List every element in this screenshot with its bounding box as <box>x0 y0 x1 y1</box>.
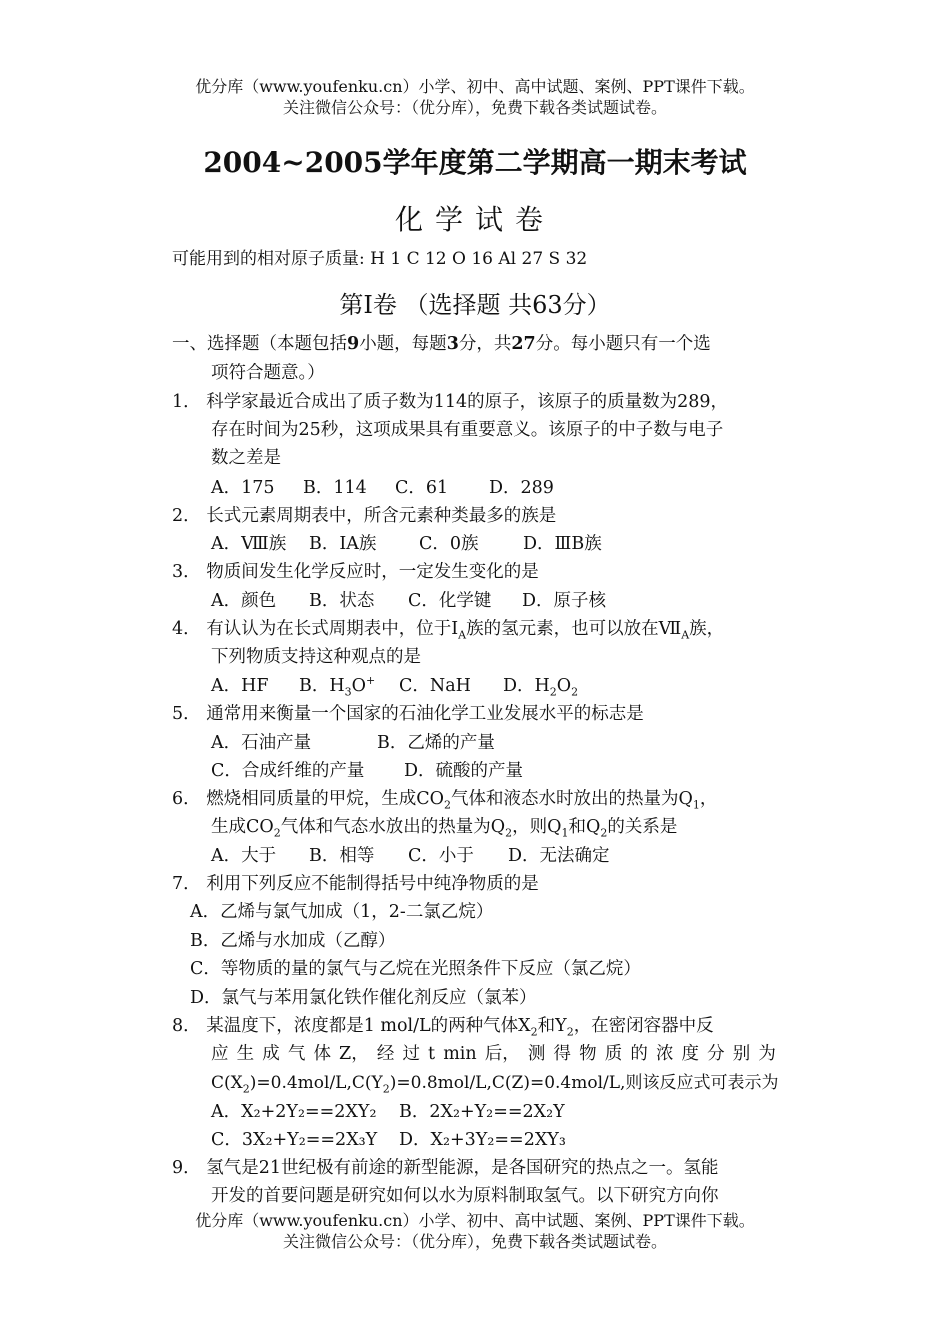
option-a[interactable]: A．颜色 <box>211 591 277 611</box>
question-8-options-row1 <box>211 1100 565 1124</box>
option-b[interactable]: B．114 <box>303 478 367 498</box>
atomic-mass-line: 可能用到的相对原子质量: H 1 C 12 O 16 Al 27 S 32 <box>172 249 588 269</box>
question-9-line2: 开发的首要问题是研究如何以水为原料制取氢气。以下研究方向你 <box>211 1186 719 1206</box>
question-4-options <box>211 674 578 698</box>
option-d[interactable]: D．289 <box>489 478 554 498</box>
option-b[interactable]: B．$H_3O^+$ <box>299 674 376 699</box>
question-5: 5． 通常用来衡量一个国家的石油化学工业发展水平的标志是 <box>172 704 644 724</box>
option-b[interactable]: B．相等 <box>309 846 375 866</box>
header-line-2: 关注微信公众号：（优分库），免费下载各类试题试卷。 <box>282 98 667 117</box>
question-1-line3: 数之差是 <box>211 448 281 468</box>
option-b[interactable]: B．乙烯与水加成（乙醇） <box>190 931 396 951</box>
question-6-options <box>211 844 610 868</box>
part1-title: 第Ⅰ卷 （选择题 共63分） <box>339 291 611 319</box>
section1-intro-line2: 项符合题意。） <box>211 363 325 383</box>
question-9: 9． 氢气是21世纪极有前途的新型能源，是各国研究的热点之一。氢能 <box>172 1158 719 1178</box>
option-d[interactable]: D．X₂+3Y₂==2XY₃ <box>399 1130 566 1150</box>
exam-subtitle: 化学试卷 <box>394 203 555 236</box>
question-8: 8． 某温度下，浓度都是1 mol/L的两种气体$X_2$和$Y_2$，在密闭容器中反 <box>172 1016 714 1039</box>
header-line-1: 优分库（www.youfenku.cn）小学、初中、高中试题、案例、PPT课件下载。 <box>195 77 755 96</box>
option-d[interactable]: D．$H_2O_2$ <box>503 676 579 699</box>
option-d[interactable]: D．氯气与苯用氯化铁作催化剂反应（氯苯） <box>190 988 537 1008</box>
question-8-line2: 应 生 成 气 体 Z， 经 过 t min 后， 测 得 物 质 的 浓 度 分 别 为 <box>211 1044 776 1064</box>
question-3: 3． 物质间发生化学反应时，一定发生变化的是 <box>172 562 539 582</box>
option-c[interactable]: C．小于 <box>408 846 474 866</box>
option-b[interactable]: B．ⅠA族 <box>309 534 377 554</box>
option-a[interactable]: A．乙烯与氯气加成（1，2-二氯乙烷） <box>190 902 494 922</box>
option-c[interactable]: C．0族 <box>419 534 479 554</box>
question-2-options <box>211 532 602 556</box>
question-5-options-row1 <box>211 731 495 755</box>
option-c[interactable]: C．等物质的量的氯气与乙烷在光照条件下反应（氯乙烷） <box>190 959 641 979</box>
footer-line-2: 关注微信公众号：（优分库），免费下载各类试题试卷。 <box>282 1232 667 1251</box>
option-a[interactable]: A．Ⅷ族 <box>211 534 287 554</box>
question-7: 7． 利用下列反应不能制得括号中纯净物质的是 <box>172 874 539 894</box>
question-6-line2: 生成$CO_2$气体和气态水放出的热量为$Q_2$，则$Q_1$和$Q_2$的关系是 <box>211 817 678 840</box>
question-2: 2． 长式元素周期表中，所含元素种类最多的族是 <box>172 506 557 526</box>
exam-title: 2004~2005学年度第二学期高一期末考试 <box>203 146 747 179</box>
option-d[interactable]: D．原子核 <box>522 591 607 611</box>
question-1-options <box>211 476 554 500</box>
option-c[interactable]: C．3X₂+Y₂==2X₃Y <box>211 1130 378 1150</box>
option-a[interactable]: A．大于 <box>211 846 277 866</box>
question-8-options-row2 <box>211 1128 566 1152</box>
option-b[interactable]: B．2X₂+Y₂==2X₂Y <box>399 1102 565 1122</box>
question-4-line2: 下列物质支持这种观点的是 <box>211 647 421 667</box>
option-a[interactable]: A．175 <box>211 478 275 498</box>
option-b[interactable]: B．乙烯的产量 <box>377 733 495 753</box>
section1-intro: 一、选择题（本题包括9小题，每题3分，共27分。每小题只有一个选 <box>172 334 711 354</box>
option-c[interactable]: C．合成纤维的产量 <box>211 761 365 781</box>
option-c[interactable]: C．NaH <box>399 676 471 696</box>
question-1: 1． 科学家最近合成出了质子数为114的原子，该原子的质量数为289， <box>172 392 729 412</box>
option-a[interactable]: A．X₂+2Y₂==2XY₂ <box>211 1102 377 1122</box>
question-6: 6． 燃烧相同质量的甲烷，生成$CO_2$气体和液态水时放出的热量为$Q_1$， <box>172 789 718 812</box>
footer-line-1: 优分库（www.youfenku.cn）小学、初中、高中试题、案例、PPT课件下载。 <box>195 1211 755 1230</box>
option-d[interactable]: D．ⅢB族 <box>523 534 602 554</box>
question-4: 4． 有认认为在长式周期表中，位于$I_A$族的氢元素，也可以放在$Ⅶ_A$族， <box>172 619 725 642</box>
option-a[interactable]: A．HF <box>211 676 269 696</box>
option-b[interactable]: B．状态 <box>309 591 375 611</box>
option-d[interactable]: D．硫酸的产量 <box>404 761 524 781</box>
option-c[interactable]: C．化学键 <box>408 591 492 611</box>
option-c[interactable]: C．61 <box>395 478 449 498</box>
option-d[interactable]: D．无法确定 <box>508 846 610 866</box>
question-5-options-row2 <box>211 759 523 783</box>
question-1-line2: 存在时间为25秒，这项成果具有重要意义。该原子的中子数与电子 <box>211 420 724 440</box>
option-a[interactable]: A．石油产量 <box>211 733 312 753</box>
question-3-options <box>211 589 606 613</box>
question-8-line3: $C(X_2)=0.4mol/L,C(Y_2)=0.8mol/L,C(Z)=0.4mol/L$,则该反应式可表示为 <box>211 1073 779 1096</box>
